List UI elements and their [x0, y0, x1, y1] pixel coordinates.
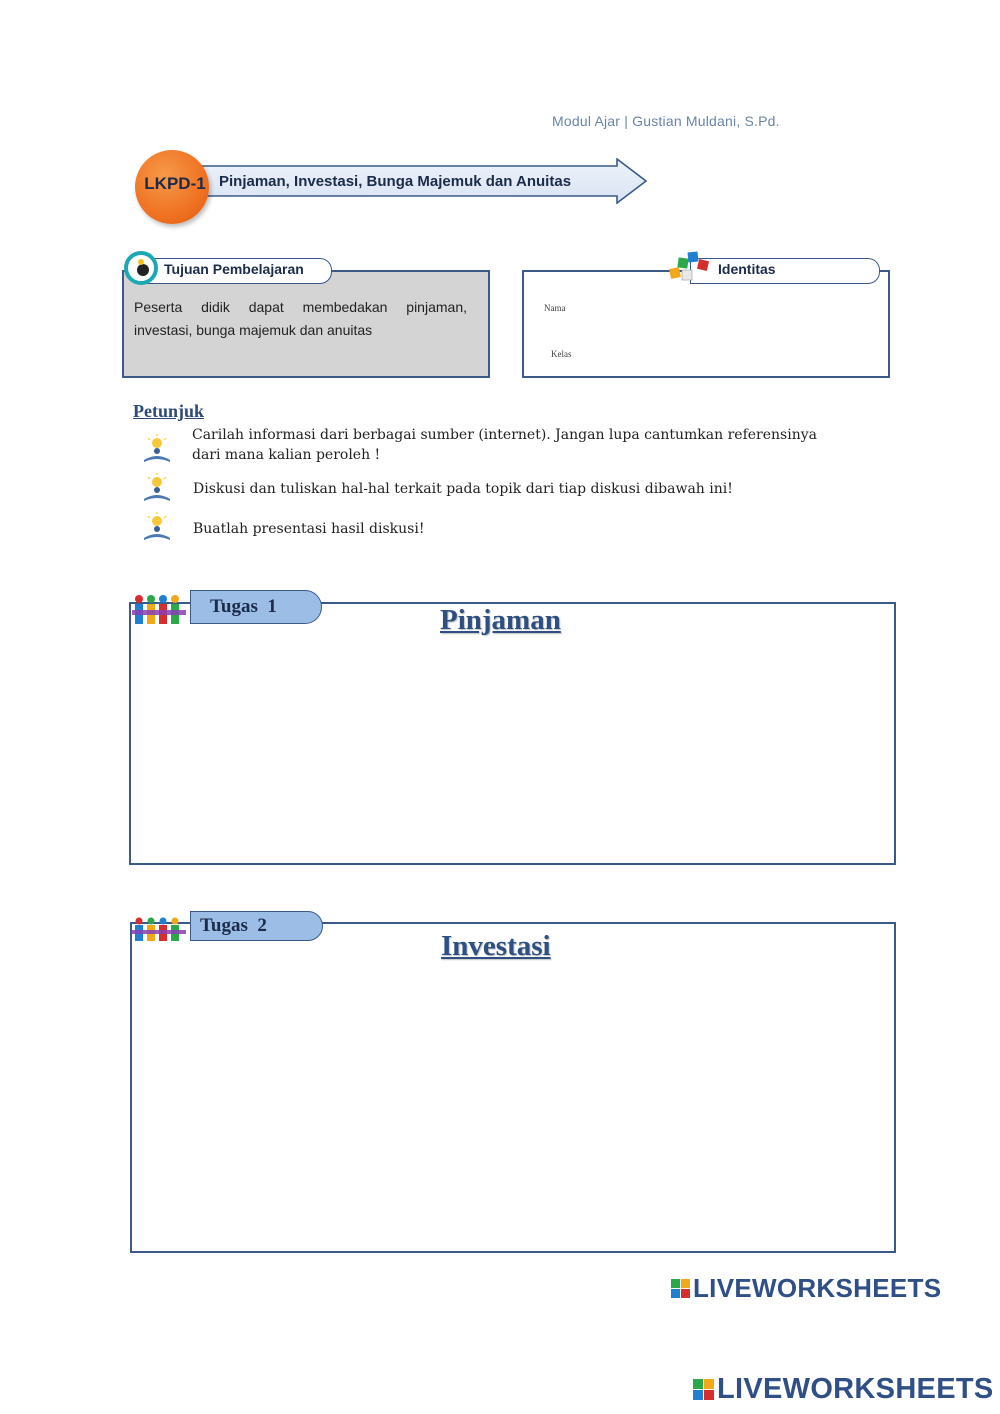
header-credit: Modul Ajar | Gustian Muldani, S.Pd.	[552, 113, 780, 129]
lkpd-code: LKPD-1	[144, 174, 206, 193]
task-1-answer-area[interactable]	[140, 645, 889, 859]
team-people-icon	[132, 915, 188, 945]
task-1-label: Tugas 1	[210, 596, 277, 617]
liveworksheets-logo	[671, 1273, 941, 1304]
liveworksheets-text: LIVEWORKSHEETS	[693, 1273, 942, 1303]
reading-lightbulb-icon	[141, 512, 173, 542]
task-1-heading: Pinjaman	[440, 604, 561, 636]
identitas-label: Identitas	[718, 261, 776, 277]
reading-lightbulb-icon	[141, 434, 173, 464]
liveworksheets-mark-icon	[693, 1379, 714, 1400]
petunjuk-step-3: Buatlah presentasi hasil diskusi!	[193, 521, 425, 537]
petunjuk-title: Petunjuk	[133, 401, 205, 421]
reading-lightbulb-icon	[141, 473, 173, 503]
task-2-label: Tugas 2	[200, 915, 267, 936]
team-blocks-icon	[668, 250, 712, 284]
task-2-answer-area[interactable]	[140, 972, 889, 1248]
kelas-label: Kelas	[551, 349, 572, 359]
target-icon	[123, 250, 159, 286]
tujuan-label: Tujuan Pembelajaran	[164, 261, 304, 277]
petunjuk-step-2: Diskusi dan tuliskan hal-hal terkait pada topik dari tiap diskusi dibawah ini!	[193, 481, 733, 497]
liveworksheets-mark-icon	[671, 1279, 690, 1298]
team-people-icon	[132, 592, 188, 630]
liveworksheets-logo-footer	[693, 1373, 994, 1406]
liveworksheets-text: LIVEWORKSHEETS	[717, 1373, 994, 1405]
petunjuk-step-1: Carilah informasi dari berbagai sumber (internet). Jangan lupa cantumkan referensinya dari mana kalian peroleh !	[192, 427, 817, 463]
nama-label: Nama	[544, 303, 566, 313]
tujuan-text: Peserta didik dapat membedakan pinjaman, investasi, bunga majemuk dan anuitas	[134, 299, 467, 338]
kelas-input[interactable]	[585, 345, 874, 365]
task-2-heading: Investasi	[441, 930, 551, 962]
nama-input[interactable]	[585, 299, 874, 319]
banner-title: Pinjaman, Investasi, Bunga Majemuk dan Anuitas	[219, 173, 572, 190]
